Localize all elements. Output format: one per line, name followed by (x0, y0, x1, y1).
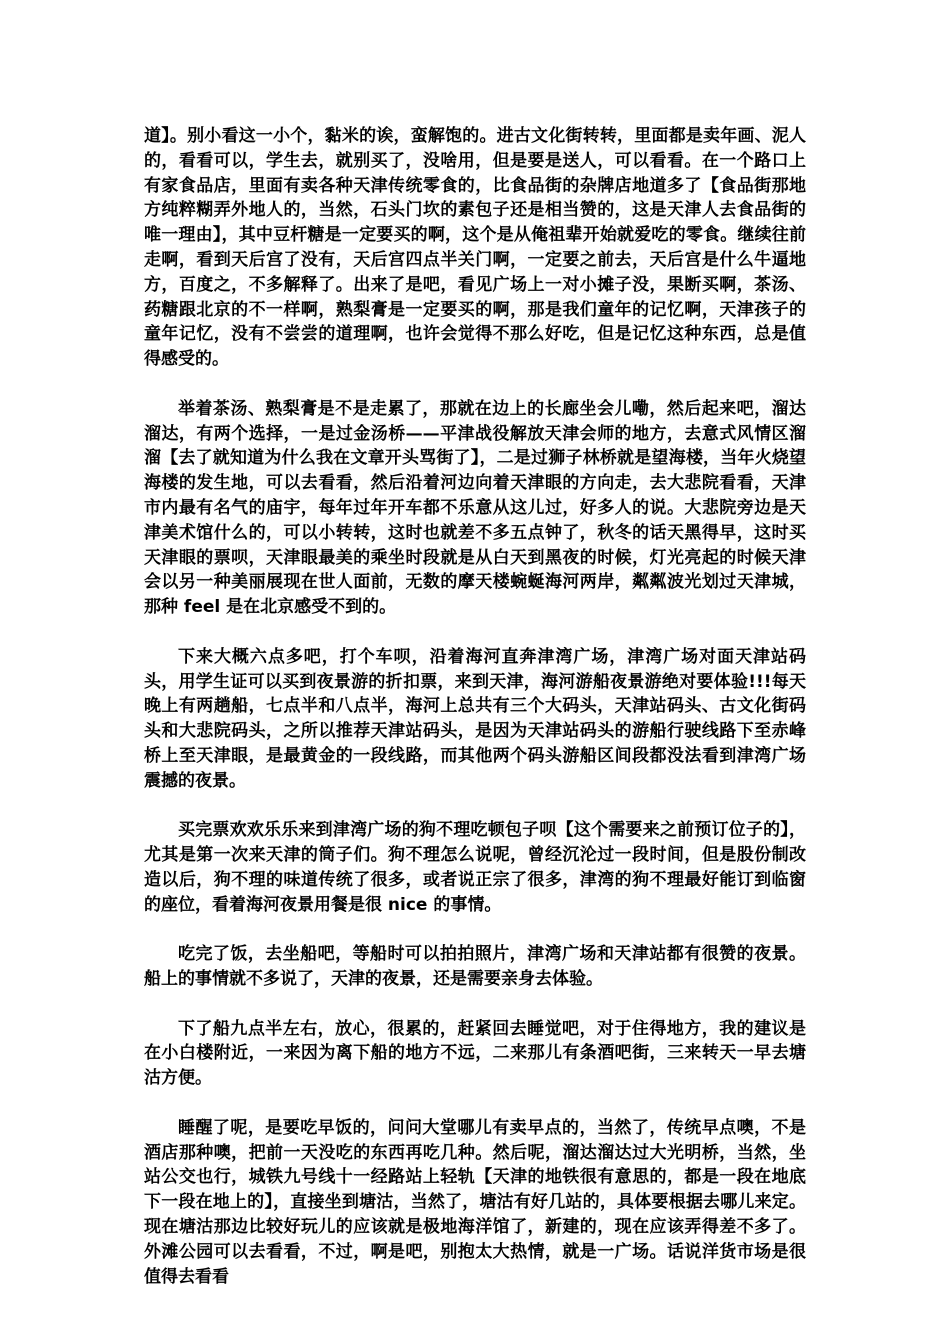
paragraph-4: 买完票欢欢乐乐来到津湾广场的狗不理吃顿包子呗【这个需要来之前预订位子的】，尤其是第一次来天津的筒子们。狗不理怎么说呢，曾经沉沦过一段时间，但是股份制改造以后，狗不理的味道传统了很多，或者说正宗了很多，津湾的狗不理最好能订到临窗的座位，看着海河夜景用餐是很 nice 的事情。 (144, 820, 806, 915)
document-body (144, 124, 806, 1289)
paragraph-7: 睡醒了呢，是要吃早饭的，问问大堂哪儿有卖早点的，当然了，传统早点噢，不是酒店那种噢，把前一天没吃的东西再吃几种。然后呢，溜达溜达过大光明桥，当然，坐站公交也行，城铁九号线十一经路站上轻轨【天津的地铁很有意思的，都是一段在地底下一段在地上的】，直接坐到塘沽，当然了，塘沽有好几站的，具体要根据去哪儿来定。现在塘沽那边比较好玩儿的应该就是极地海洋馆了，新建的，现在应该弄得差不多了。外滩公园可以去看看，不过，啊是吧，别抱太大热情，就是一广场。话说洋货市场是很值得去看看 (144, 1117, 806, 1287)
paragraph-6: 下了船九点半左右，放心，很累的，赶紧回去睡觉吧，对于住得地方，我的建议是在小白楼附近，一来因为离下船的地方不远，二来那儿有条酒吧街，三来转天一早去塘沽方便。 (144, 1018, 806, 1089)
paragraph-3: 下来大概六点多吧，打个车呗，沿着海河直奔津湾广场，津湾广场对面天津站码头，用学生证可以买到夜景游的折扣票，来到天津，海河游船夜景游绝对要体验!!!每天晚上有两趟船，七点半和八点半，海河上总共有三个大码头，天津站码头、古文化街码头和大悲院码头，之所以推荐天津站码头，是因为天津站码头的游船行驶线路下至赤峰桥上至天津眼，是最黄金的一段线路，而其他两个码头游船区间段都没法看到津湾广场震撼的夜景。 (144, 646, 806, 791)
paragraph-2: 举着茶汤、熟梨膏是不是走累了，那就在边上的长廊坐会儿嘞，然后起来吧，溜达溜达，有两个选择，一是过金汤桥——平津战役解放天津会师的地方，去意式风情区溜溜【去了就知道为什么我在文章开头骂街了】，二是过狮子林桥就是望海楼，当年火烧望海楼的发生地，可以去看看，然后沿着河边向着天津眼的方向走，去大悲院看看，天津市内最有名气的庙宇，每年过年开车都不乐意从这儿过，好多人的说。大悲院旁边是天津美术馆什么的，可以小转转，这时也就差不多五点钟了，秋冬的话天黑得早，这时买天津眼的票呗，天津眼最美的乘坐时段就是从白天到黑夜的时候，灯光亮起的时候天津会以另一种美丽展现在世人面前，无数的摩天楼蜿蜒海河两岸，粼粼波光划过天津城，那种 feel 是在北京感受不到的。 (144, 398, 806, 618)
paragraph-5: 吃完了饭，去坐船吧，等船时可以拍拍照片，津湾广场和天津站都有很赞的夜景。船上的事情就不多说了，天津的夜景，还是需要亲身去体验。 (144, 944, 806, 990)
paragraph-1: 道】。别小看这一小个，黏米的诶，蛮解饱的。进古文化街转转，里面都是卖年画、泥人的，看看可以，学生去，就别买了，没啥用，但是要是送人，可以看看。在一个路口上有家食品店，里面有卖各种天津传统零食的，比食品街的杂牌店地道多了【食品街那地方纯粹糊弄外地人的，当然，石头门坎的素包子还是相当赞的，这是天津人去食品街的唯一理由】，其中豆杆糖是一定要买的啊，这个是从俺祖辈开始就爱吃的零食。继续往前走啊，看到天后宫了没有，天后宫四点半关门啊，一定要之前去，天后宫是什么牛逼地方，百度之，不多解释了。出来了是吧，看见广场上一对小摊子没，果断买啊，茶汤、药糖跟北京的不一样啊，熟梨膏是一定要买的啊，那是我们童年的记忆啊，天津孩子的童年记忆，没有不尝尝的道理啊，也许会觉得不那么好吃，但是记忆这种东西，总是值得感受的。 (144, 126, 806, 370)
